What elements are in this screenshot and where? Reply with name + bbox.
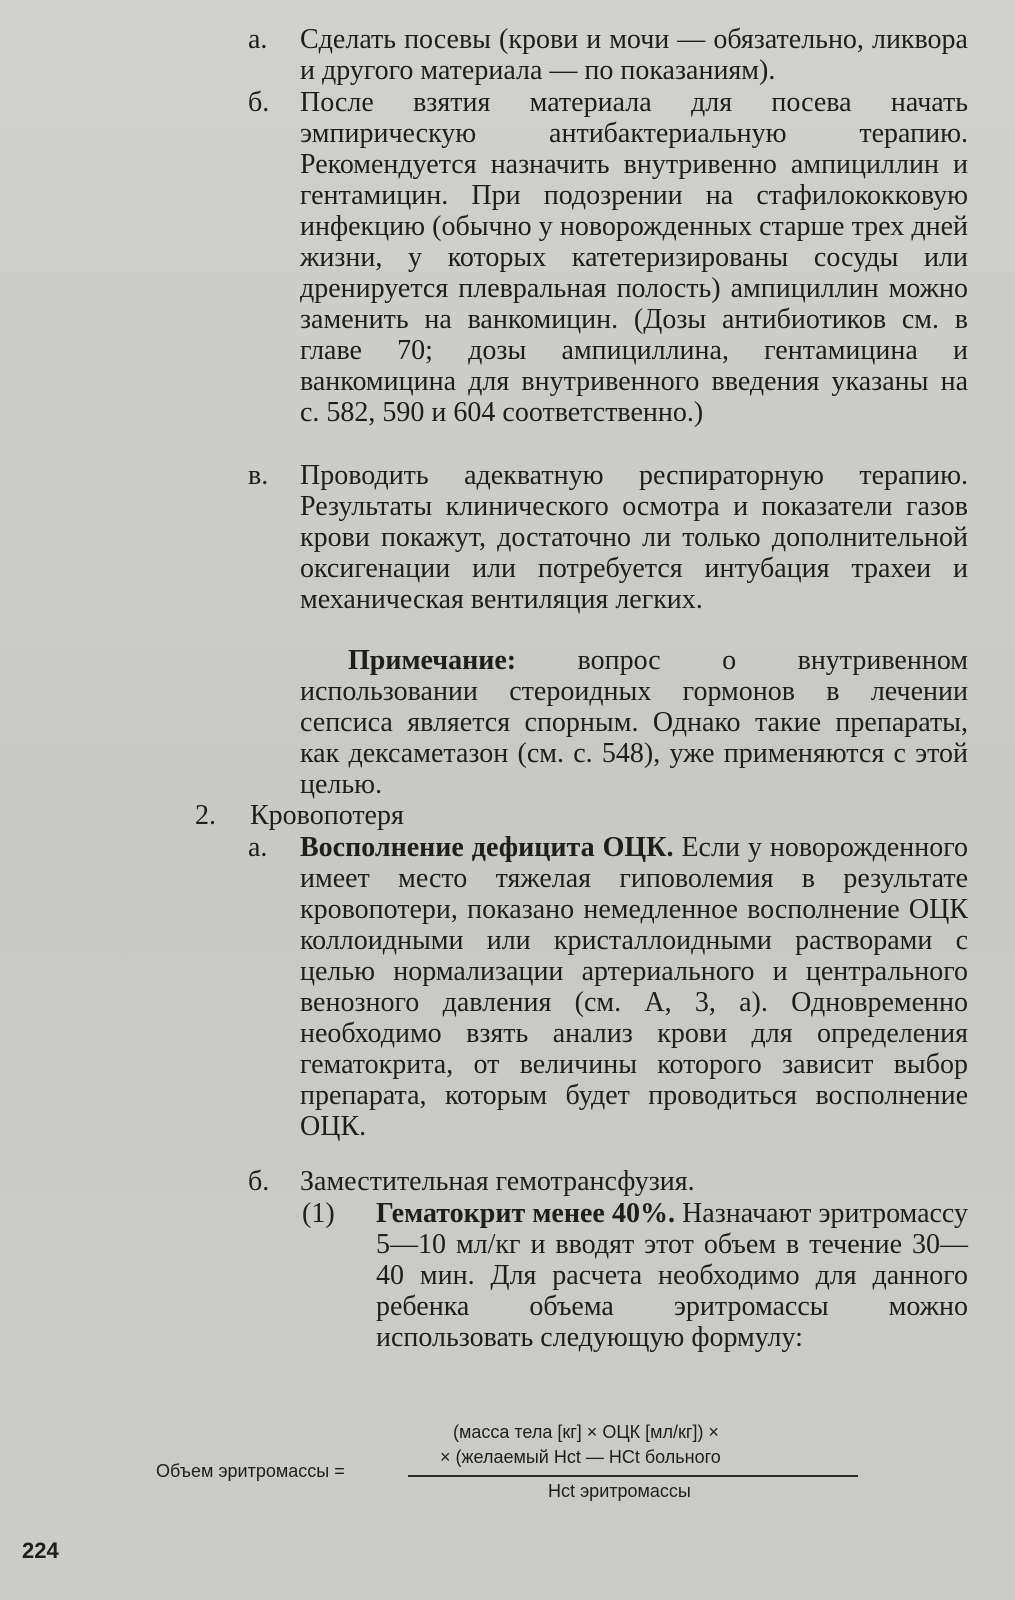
sub-1-paragraph xyxy=(376,1198,968,1353)
formula-numerator-line-2: × (желаемый Hct — HCt больного xyxy=(440,1447,721,1467)
section-2-title: Кровопотеря xyxy=(250,800,404,831)
section-2-a-lead: Восполнение дефицита ОЦК. xyxy=(300,832,674,863)
item-b-marker: б. xyxy=(248,87,270,118)
formula-fraction-bar xyxy=(408,1475,858,1477)
formula-lhs: Объем эритромассы = xyxy=(156,1461,345,1481)
section-2-a-marker: а. xyxy=(248,832,268,863)
item-v-marker: в. xyxy=(248,460,269,491)
sub-1-marker: (1) xyxy=(302,1198,335,1229)
section-2-a-paragraph xyxy=(300,832,968,1142)
formula-denominator: Hct эритромассы xyxy=(548,1481,691,1501)
section-2-b-marker: б. xyxy=(248,1166,270,1197)
sub-1-text: Назначают эритромассу 5—10 мл/кг и вводят этот объем в течение 30—40 мин. Для расчета необходимо для данного ребенка объема эритромассы можно использовать следующую формулу: xyxy=(376,1198,968,1353)
page-number: 224 xyxy=(22,1538,59,1563)
item-v-text: Проводить адекватную респираторную терапию. Результаты клинического осмотра и показатели газов крови покажут, достаточно ли только дополнительной оксигенации или потребуется интубация трахеи и механическая вентиляция легких. xyxy=(300,460,968,615)
section-2-number: 2. xyxy=(195,800,216,831)
item-b-text: После взятия материала для посева начать эмпирическую антибактериальную терапию. Рекомендуется назначить внутривенно ампициллин и гентамицин. При подозрении на стафилококковую инфекцию (обычно у новорожденных старше трех дней жизни, у которых катетеризированы сосуды или дренируется плевральная полость) ампициллин можно заменить на ванкомицин. (Дозы антибиотиков см. в главе 70; дозы ампициллина, гентамицина и ванкомицина для внутривенного введения указаны на с. 582, 590 и 604 соответственно.) xyxy=(300,87,968,428)
formula-numerator-line-1: (масса тела [кг] × ОЦК [мл/кг]) × xyxy=(453,1422,719,1442)
item-a-marker: а. xyxy=(248,24,268,55)
item-a-text: Сделать посевы (крови и мочи — обязательно, ликвора и другого материала — по показаниям). xyxy=(300,24,968,86)
section-2-a-text: Если у новорожденного имеет место тяжелая гиповолемия в результате кровопотери, показано немедленное восполнение ОЦК коллоидными или кристаллоидными растворами с целью нормализации артериального и центрального венозного давления (см. А, 3, а). Одновременно необходимо взять анализ крови для определения гематокрита, от величины которого зависит выбор препарата, которым будет проводиться восполнение ОЦК. xyxy=(300,832,968,1142)
sub-1-lead: Гематокрит менее 40%. xyxy=(376,1198,675,1229)
note-paragraph xyxy=(300,645,968,800)
note-text: вопрос о внутривенном использовании стероидных гормонов в лечении сепсиса является спорным. Однако такие препараты, как дексаметазон (см. с. 548), уже применяются с этой целью. xyxy=(300,645,968,800)
note-lead: Примечание: xyxy=(348,645,517,676)
section-2-b-title: Заместительная гемотрансфузия. xyxy=(300,1166,695,1197)
erythrocyte-volume-formula xyxy=(150,1413,870,1503)
